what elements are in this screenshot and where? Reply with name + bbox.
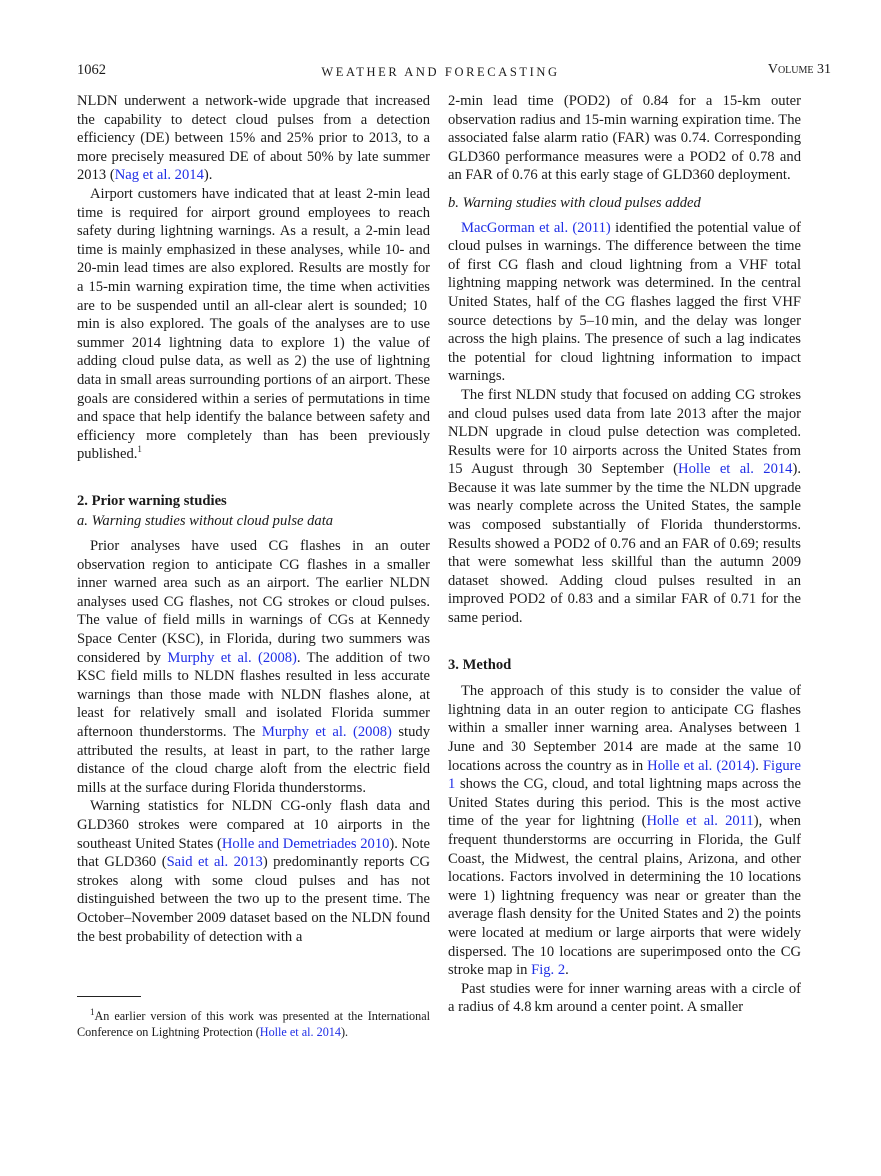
text: The approach of this study is to consider the value of lightning data in an outer region to anticipate CG flashes within a smaller inner warning area. Analyses between 1 June and 30 September 2014 are made at the same 10 locations across the country as in — [448, 683, 801, 774]
text: . — [755, 757, 763, 774]
figure-link[interactable]: Figure 1 — [448, 757, 802, 793]
paragraph: 2-min lead time (POD2) of 0.84 for a 15-km outer observation radius and 15-min warning expiration time. The associated false alarm ratio (FAR) was 0.74. Corresponding GLD360 performance measures were a POD2 of 0.78 and an FAR of 0.76 at this early stage of GLD360 deployment. — [448, 93, 801, 184]
text: ), when frequent thunderstorms are occurring in Florida, the Gulf Coast, the Midwest, the central plains, Arizona, and other locations. Factors involved in determining the 10 locations were 1) lightning frequency was near or greater than the average flash density for the United States and 2) the points were located at medium or large airports that were widely dispersed. The 10 locations are superimposed onto the CG stroke map in — [448, 813, 801, 979]
section-heading: 3. Method — [448, 656, 512, 673]
citation-link[interactable]: Murphy et al. (2008) — [261, 724, 392, 740]
page-number: 1062 — [77, 62, 106, 78]
paragraph — [448, 682, 801, 980]
citation-link[interactable]: Holle et al. (2014) — [647, 757, 756, 774]
volume-label: Volume 31 — [767, 62, 831, 77]
paragraph: Past studies were for inner warning areas with a circle of a radius of 4.8 km around a center point. A smaller — [448, 980, 801, 1016]
paragraph — [77, 185, 430, 464]
journal-title: WEATHER AND FORECASTING — [321, 65, 560, 79]
subsection-heading: b. Warning studies with cloud pulses added — [448, 194, 701, 211]
citation-link[interactable]: Holle et al. 2014 — [259, 1024, 341, 1039]
footnote-marker[interactable]: 1 — [137, 444, 142, 455]
paragraph — [77, 797, 430, 946]
footnote-marker: 1 — [90, 1007, 95, 1018]
figure-link[interactable]: Fig. 2 — [531, 962, 566, 979]
text: Prior analyses have used CG flashes in an outer observation region to anticipate CG flashes in a smaller inner warned area such as an airport. The earlier NLDN analyses used CG flashes, not CG strokes or cloud pulses. The value of field mills in warnings of CGs at Kennedy Space Center (KSC), in Florida, during two summers was considered by — [77, 538, 430, 666]
text: ). — [341, 1024, 349, 1039]
footnote — [77, 1009, 430, 1040]
text: shows the CG, cloud, and total lightning maps across the United States during this period. This is the most active time of the year for lightning ( — [448, 776, 801, 830]
text: ) predominantly reports CG strokes along with some cloud pulses and has not distinguished between the two up to the present time. The October–November 2009 dataset based on the NLDN found the best probability of detection with a — [77, 854, 430, 945]
text: identified the potential value of cloud pulses in warnings. The difference between the time of first CG flash and cloud lightning from a VHF total lightning mapping network was determined. In the central United States, half of the CG flashes lagged the first VHF source detections by 5–10 min, and the delay was longer across the high plains. The presence of such a lag indicates the potential for cloud lightning information to impact warnings. — [448, 219, 802, 385]
text: ). — [203, 167, 213, 184]
text: ). Note that GLD360 ( — [77, 835, 431, 871]
text: study attributed the results, at least in part, to the rather large distance of the cloud charge aloft from the electric field mills at the surface during Florida thunderstorms. — [77, 724, 430, 796]
text: Airport customers have indicated that at least 2-min lead time is required for airport ground employees to reach safety during lightning warnings. As a result, a 2-min lead time is mainly emphasized in these analyses, while 10- and 20-min lead times are also explored. Results are mostly for a 15-min warning expiration time, the time when activities are to be suspended until an all-clear alert is sounded; 10 min is also explored. The goals of the analyses are to use summer 2014 lightning data to explore 1) the value of adding cloud pulse data, as well as 2) the use of lightning data in small areas surrounding portions of an airport. These goals are considered within a series of permutations in time and space that help identify the balance between safety and efficiency more completely than has been previously published. — [77, 185, 430, 463]
citation-link[interactable]: Said et al. 2013 — [166, 854, 263, 871]
right-column — [448, 92, 801, 1017]
subsection-heading: a. Warning studies without cloud pulse data — [77, 513, 334, 530]
citation-link[interactable]: Holle et al. 2014 — [678, 461, 793, 478]
paragraph — [77, 537, 430, 797]
text: . — [565, 962, 569, 979]
text: NLDN underwent a network-wide upgrade that increased the capability to detect cloud pulses from a detection efficiency (DE) between 15% and 25% prior to 2013, to a more precisely measured DE of about 50% by late summer 2013 ( — [77, 93, 430, 184]
citation-link[interactable]: Murphy et al. (2008) — [167, 649, 297, 666]
text: An earlier version of this work was presented at the International Conference on Lightning Protection ( — [77, 1009, 430, 1039]
text: ). Because it was late summer by the time the NLDN upgrade was nearly complete across the United States, the sample was composed substantially of Florida thunderstorms. Results showed a POD2 of 0.76 and an FAR of 0.69; results that were somewhat less skillful than the autumn 2009 dataset showed. Adding cloud pulses resulted in an improved POD2 of 0.83 and a similar FAR of 0.71 for the same period. — [448, 461, 801, 627]
paragraph — [448, 219, 801, 386]
citation-link[interactable]: MacGorman et al. (2011) — [461, 219, 611, 236]
text: The first NLDN study that focused on adding CG strokes and cloud pulses used data from late 2013 after the major NLDN upgrade in cloud pulse detection was completed. Results were for 10 airports across the United States from 15 August through 30 September ( — [448, 386, 801, 478]
citation-link[interactable]: Holle and Demetriades 2010 — [221, 835, 390, 852]
left-column — [77, 92, 430, 1040]
citation-link[interactable]: Nag et al. 2014 — [114, 167, 204, 184]
text: . The addition of two KSC field mills to NLDN flashes resulted in less accurate warnings than those made with NLDN flashes alone, at least for relatively small and isolated Florida summer afternoon thunderstorms. The — [77, 649, 431, 740]
paragraph — [448, 386, 801, 628]
section-heading: 2. Prior warning studies — [77, 492, 227, 509]
text: Warning statistics for NLDN CG-only flash data and GLD360 strokes were compared at 10 airports in the southeast United States ( — [77, 798, 430, 852]
paragraph — [77, 92, 430, 185]
citation-link[interactable]: Holle et al. 2011 — [646, 813, 754, 830]
